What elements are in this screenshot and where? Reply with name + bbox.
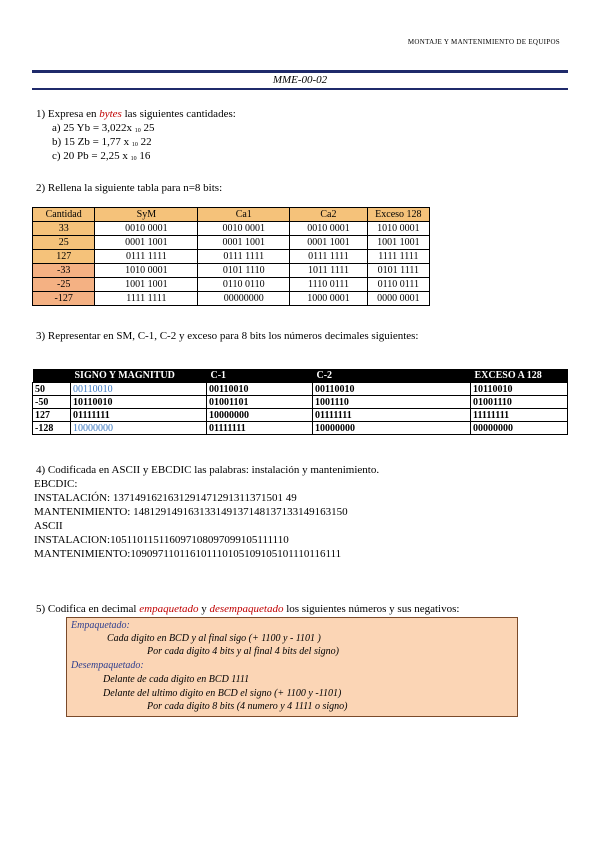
q5-keyword-1: empaquetado bbox=[139, 603, 199, 615]
q5-suffix: los siguientes números y sus negativos: bbox=[283, 603, 460, 615]
q1-prefix: 1) Expresa en bbox=[36, 108, 100, 120]
table-cell: 1001 1001 bbox=[367, 236, 429, 250]
desempaquetado-line-1: Delante de cada digito en BCD 1111 bbox=[103, 674, 250, 685]
table-cell: 0110 0110 bbox=[198, 278, 290, 292]
document-code: MME-00-02 bbox=[272, 74, 328, 86]
header-rule-top bbox=[32, 70, 568, 73]
table-cell: 1010 0001 bbox=[367, 222, 429, 236]
table-cell: 1010 0001 bbox=[95, 264, 198, 278]
bcd-notes-box bbox=[66, 617, 518, 717]
table-row bbox=[33, 264, 430, 278]
table-cell: 10110010 bbox=[71, 396, 207, 409]
table-cell: 0010 0001 bbox=[95, 222, 198, 236]
empaquetado-line-2: Por cada digito 4 bits y al final 4 bits del signo) bbox=[147, 646, 339, 657]
table-cell: 1111 1111 bbox=[95, 292, 198, 306]
q5-heading bbox=[36, 603, 459, 616]
table-cell: 1001 1001 bbox=[95, 278, 198, 292]
q1-keyword: bytes bbox=[99, 108, 122, 120]
course-header: MONTAJE Y MANTENIMIENTO DE EQUIPOS bbox=[407, 38, 560, 46]
desempaquetado-line-2: Delante del ultimo digito en BCD el signo (+ 1100 y -1101) bbox=[103, 688, 342, 699]
table-cell: -127 bbox=[33, 292, 95, 306]
table-cell: 25 bbox=[33, 236, 95, 250]
table-cell: 00110010 bbox=[313, 383, 471, 396]
table-cell: 01001101 bbox=[207, 396, 313, 409]
table-cell: 0111 1111 bbox=[290, 250, 368, 264]
empaquetado-heading: Empaquetado: bbox=[71, 620, 130, 631]
q5-keyword-2: desempaquetado bbox=[209, 603, 284, 615]
table-cell: 0010 0001 bbox=[198, 222, 290, 236]
table-row bbox=[33, 383, 568, 396]
q4-heading: 4) Codificada en ASCII y EBCDIC las palabras: instalación y mantenimiento. bbox=[36, 464, 380, 476]
table-cell: 10000000 bbox=[207, 409, 313, 422]
ascii-label: ASCII bbox=[34, 520, 63, 532]
table-row bbox=[33, 396, 568, 409]
table-cell: -50 bbox=[33, 396, 71, 409]
table-cell: 0101 1110 bbox=[198, 264, 290, 278]
table-cell: 0010 0001 bbox=[290, 222, 368, 236]
table-cell: 01111111 bbox=[313, 409, 471, 422]
table-row bbox=[33, 236, 430, 250]
table-cell: -33 bbox=[33, 264, 95, 278]
table-row bbox=[33, 409, 568, 422]
q5-mid: y bbox=[198, 603, 210, 615]
table-cell: 0000 0001 bbox=[367, 292, 429, 306]
q1-item-c-label: c) 20 Pb = 2,25 x bbox=[52, 150, 131, 162]
table-cell: 10000000 bbox=[313, 422, 471, 435]
table-cell: 11111111 bbox=[471, 409, 568, 422]
table-cell: 10110010 bbox=[471, 383, 568, 396]
table-cell: 1011 1111 bbox=[290, 264, 368, 278]
q1-item-b-label: b) 15 Zb = 1,77 x bbox=[52, 136, 132, 148]
table-row bbox=[33, 250, 430, 264]
table-cell: 00000000 bbox=[471, 422, 568, 435]
col-ca1: Ca1 bbox=[198, 208, 290, 222]
header-rule-bottom bbox=[32, 88, 568, 90]
col-cantidad: Cantidad bbox=[33, 208, 95, 222]
table-cell: 127 bbox=[33, 409, 71, 422]
col-c2: C-2 bbox=[313, 369, 471, 383]
desempaquetado-heading: Desempaquetado: bbox=[71, 660, 144, 671]
col-number bbox=[33, 369, 71, 383]
ascii-mantenimiento: MANTENIMIENTO:109097110116101110105109105101110116111 bbox=[34, 548, 342, 560]
table-cell: 01001110 bbox=[471, 396, 568, 409]
table-cell: 0001 1001 bbox=[95, 236, 198, 250]
col-ca2: Ca2 bbox=[290, 208, 368, 222]
col-c1: C-1 bbox=[207, 369, 313, 383]
ebcdic-mantenimiento: MANTENIMIENTO: 148129149163133149137148137133149163150 bbox=[34, 506, 348, 518]
table-row bbox=[33, 292, 430, 306]
q1-item-a-base: 10 bbox=[134, 128, 141, 134]
table-cell: 33 bbox=[33, 222, 95, 236]
table-cell: 00000000 bbox=[198, 292, 290, 306]
table-cell: 00110010 bbox=[71, 383, 207, 396]
table-cell: 0110 0111 bbox=[367, 278, 429, 292]
table-cell: 0001 1001 bbox=[198, 236, 290, 250]
q1-item-a-label: a) 25 Yb = 3,022x bbox=[52, 122, 135, 134]
q1-item-b-exp: 22 bbox=[137, 136, 152, 148]
table-cell: 1111 1111 bbox=[367, 250, 429, 264]
table-cell: 0101 1111 bbox=[367, 264, 429, 278]
table-cell: 1110 0111 bbox=[290, 278, 368, 292]
desempaquetado-line-3: Por cada digito 8 bits (4 numero y 4 1111 o signo) bbox=[147, 701, 348, 712]
ebcdic-instalacion: INSTALACIÓN: 1371491621631291471291311371501 49 bbox=[34, 492, 297, 504]
table-cell: 0001 1001 bbox=[290, 236, 368, 250]
q1-item-c bbox=[52, 150, 150, 166]
q1-suffix: las siguientes cantidades: bbox=[121, 108, 236, 120]
ebcdic-label: EBCDIC: bbox=[34, 478, 78, 490]
q1-heading bbox=[36, 108, 236, 121]
table-cell: 01111111 bbox=[71, 409, 207, 422]
table-cell: 1001110 bbox=[313, 396, 471, 409]
q1-item-c-exp: 16 bbox=[136, 150, 151, 162]
table-cell: 00110010 bbox=[207, 383, 313, 396]
table-cell: 01111111 bbox=[207, 422, 313, 435]
table-cell: 50 bbox=[33, 383, 71, 396]
table-cell: -25 bbox=[33, 278, 95, 292]
col-sym: SyM bbox=[95, 208, 198, 222]
col-signo-magnitud: SIGNO Y MAGNITUD bbox=[71, 369, 207, 383]
q2-heading: 2) Rellena la siguiente tabla para n=8 bits: bbox=[36, 182, 223, 194]
q1-item-c-base: 10 bbox=[130, 156, 137, 162]
table-cell: 0111 1111 bbox=[198, 250, 290, 264]
empaquetado-line-1: Cada digito en BCD y al final sigo (+ 1100 y - 1101 ) bbox=[107, 633, 321, 644]
table-row bbox=[33, 422, 568, 435]
table-cell: 127 bbox=[33, 250, 95, 264]
table-cell: 1000 0001 bbox=[290, 292, 368, 306]
col-exceso: Exceso 128 bbox=[367, 208, 429, 222]
q1-item-a-exp: 25 bbox=[140, 122, 155, 134]
conversion-table bbox=[32, 207, 430, 306]
representation-table bbox=[32, 369, 568, 435]
ascii-instalacion: INSTALACION:105110115116097108097099105111110 bbox=[34, 534, 289, 546]
q5-prefix: 5) Codifica en decimal bbox=[36, 603, 140, 615]
table-row bbox=[33, 278, 430, 292]
col-exceso-128: EXCESO A 128 bbox=[471, 369, 568, 383]
q3-heading: 3) Representar en SM, C-1, C-2 y exceso para 8 bits los números decimales siguientes: bbox=[36, 330, 419, 342]
table-cell: 0111 1111 bbox=[95, 250, 198, 264]
table-cell: -128 bbox=[33, 422, 71, 435]
table-row bbox=[33, 222, 430, 236]
table-cell: 10000000 bbox=[71, 422, 207, 435]
q1-item-b-base: 10 bbox=[131, 142, 138, 148]
